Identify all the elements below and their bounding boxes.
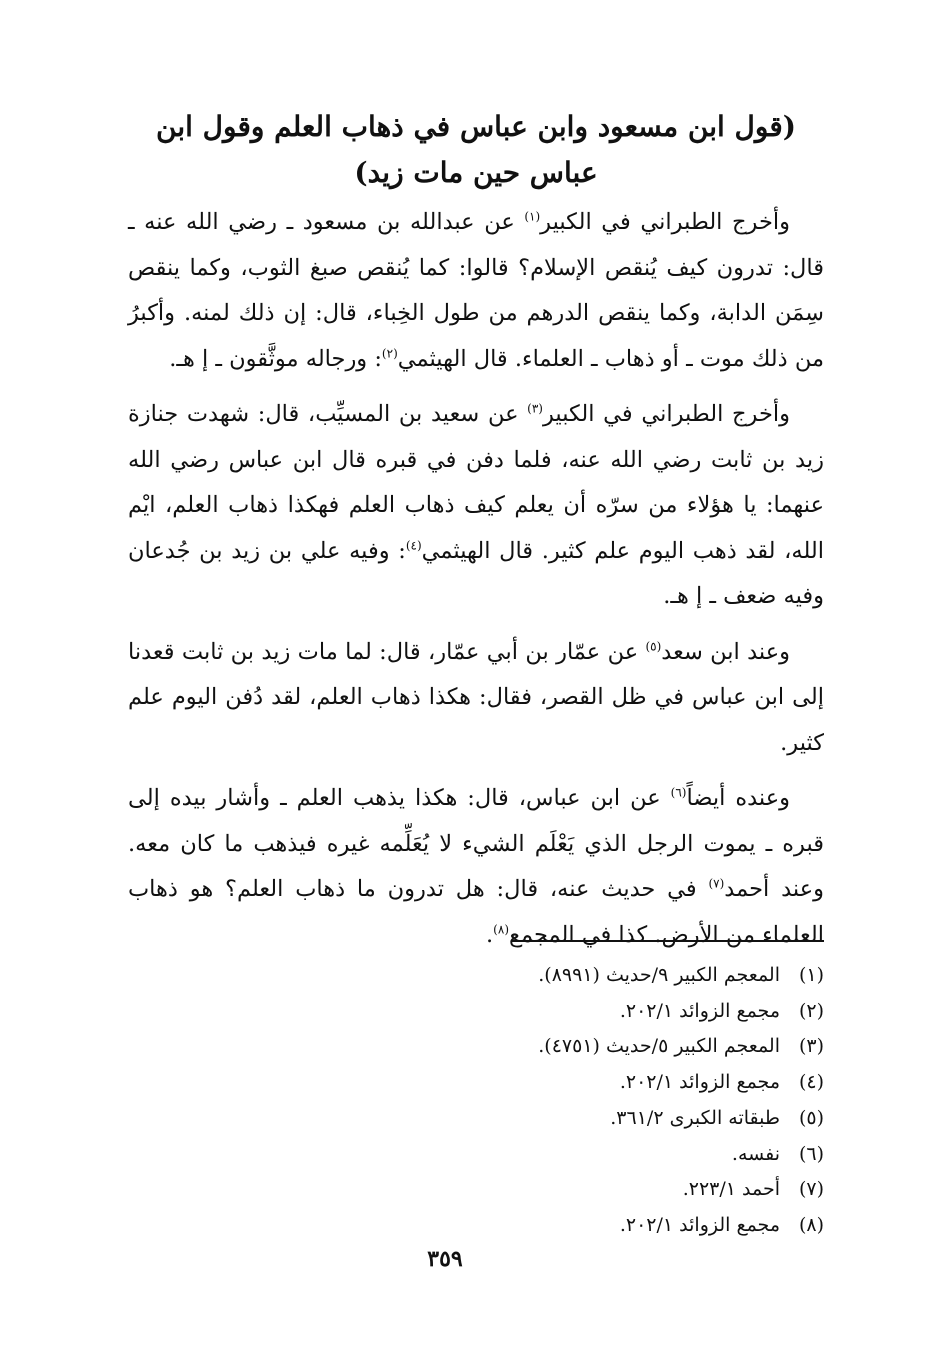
footnote-item [420, 994, 824, 1030]
paragraph-text: : ورجاله موثَّقون ـ إ هـ. [169, 345, 382, 372]
paragraph-3 [128, 630, 824, 767]
footnote-ref-marker: (٣) [527, 401, 543, 416]
footnote-ref-marker: (٤) [405, 538, 422, 552]
footnote-ref-marker: (١) [524, 209, 541, 224]
footnote-text: مجمع الزوائد ٢٠٢/١. [619, 999, 780, 1022]
footnote-text: مجمع الزوائد ٢٠٢/١. [619, 1071, 780, 1094]
footnote-text: المعجم الكبير ٩/حديث (٨٩٩١). [538, 964, 780, 986]
footnote-text: مجمع الزوائد ٢٠٢/١. [619, 1213, 780, 1236]
footnote-number: (٥) [798, 1106, 824, 1129]
footnote-number: (١) [798, 964, 824, 986]
footnote-ref-marker: (٧) [708, 876, 725, 891]
footnote-text: طبقاته الكبرى ٣٦١/٢. [610, 1106, 780, 1129]
footnote-item [420, 958, 824, 994]
footnote-number: (٦) [798, 1142, 824, 1165]
paragraph-text: وأخرج الطبراني في الكبير [542, 401, 790, 427]
footnote-number: (٤) [798, 1071, 824, 1094]
footnote-number: (٧) [798, 1178, 824, 1201]
paragraph-4 [128, 776, 824, 958]
paragraph-text: وعنده أيضاً [686, 785, 791, 811]
paragraph-text: وعند ابن سعد [661, 638, 790, 665]
paragraph-text: وأخرج الطبراني في الكبير [540, 209, 790, 235]
paragraph-2 [128, 392, 824, 620]
footnote-ref-marker: (٢) [381, 346, 398, 360]
footnote-text: أحمد ٢٢٣/١. [682, 1178, 780, 1201]
footnote-number: (٨) [798, 1213, 824, 1236]
footnote-item [420, 1172, 824, 1208]
footnote-text: نفسه. [731, 1142, 780, 1165]
paragraph-text: عن عمّار بن أبي عمّار، قال: لما مات زيد بن ثابت قعدنا إلى ابن عباس في ظل القصر، فقال: هكذا ذهاب العلم، لقد دُفن اليوم علم كثير. [128, 638, 824, 756]
footnote-item [420, 1029, 824, 1065]
footnote-ref-marker: (٨) [493, 922, 509, 936]
paragraph-text: عن سعيد بن المسيِّب، قال: شهدت جنازة زيد بن ثابت رضي الله عنه، فلما دفن في قبره قال ابن عباس رضي الله عنهما: يا هؤلاء من سرّه أن يعلم كيف ذهاب العلم فهكذا ذهاب العلم، ايْم الله، لقد ذهب اليوم علم كثير. قال الهيثمي [128, 401, 825, 564]
paragraph-1 [128, 200, 824, 382]
paragraph-text: عن عبدالله بن مسعود ـ رضي الله عنه ـ قال: تدرون كيف يُنقص الإسلام؟ قالوا: كما يُنقص صبغ الثوب، وكما ينقص سِمَن الدابة، وكما ينقص الدرهم من طول الخِباء، قال: إن ذلك لمنه. وأكبرُ من ذلك موت ـ أو ذهاب ـ العلماء. قال الهيثمي [128, 209, 824, 372]
paragraph-text: في حديث عنه، قال: هل تدرون ما ذهاب العلم؟ هو ذهاب العلماء من الأرض. كذا في المجمع [128, 876, 824, 948]
paragraph-text: : وفيه علي بن زيد بن جُدعان وفيه ضعف ـ إ هـ. [128, 537, 824, 609]
section-title: (قول ابن مسعود وابن عباس في ذهاب العلم وقول ابن عباس حين مات زيد) [156, 110, 796, 189]
footnote-item [420, 1137, 824, 1173]
footnote-item [420, 1101, 824, 1137]
footnote-text: المعجم الكبير ٥/حديث (٤٧٥١). [538, 1035, 780, 1058]
footnote-ref-marker: (٥) [645, 639, 662, 653]
footnotes-list [420, 958, 824, 1244]
paragraph-text: . [486, 921, 494, 948]
footnote-item [420, 1208, 824, 1244]
footnote-number: (٢) [798, 999, 824, 1022]
footnote-item [420, 1065, 824, 1101]
main-text [128, 200, 824, 958]
footnote-number: (٣) [798, 1035, 824, 1058]
paragraph-text: عن ابن عباس، قال: هكذا يذهب العلم ـ وأشار بيده إلى قبره ـ يموت الرجل الذي يَعْلَم الشيء لا يُعَلِّمه غيره فيذهب ما كان معه. وعند أحمد [128, 785, 824, 902]
footnote-ref-marker: (٦) [670, 785, 687, 800]
footnote-divider [512, 940, 824, 942]
page-number: ٣٥٩ [427, 1246, 463, 1272]
